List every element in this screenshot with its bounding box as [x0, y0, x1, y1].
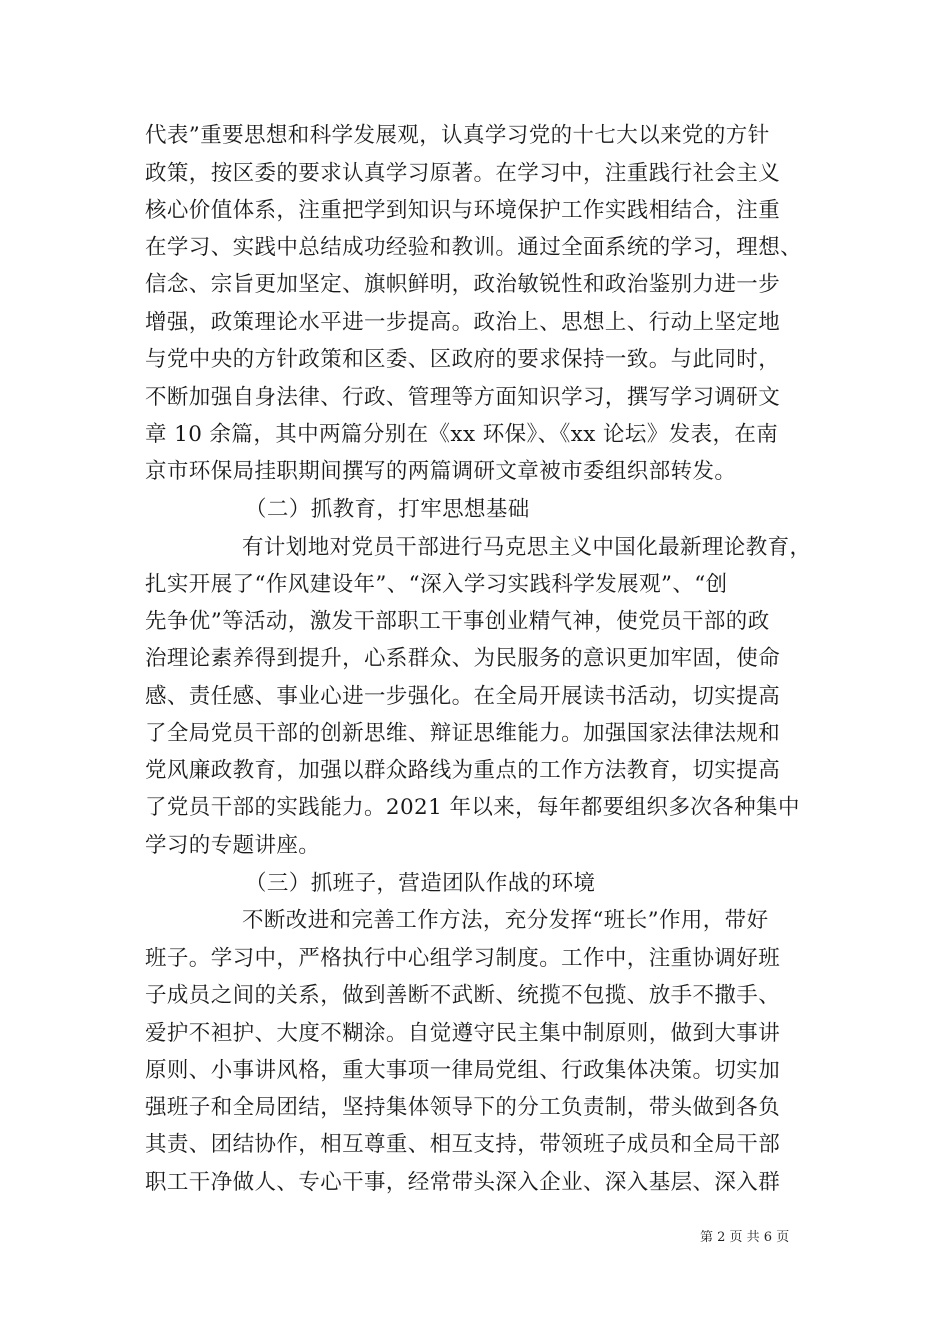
body-line: 其责、团结协作，相互尊重、相互支持，带领班子成员和全局干部: [145, 1132, 781, 1157]
body-line: 治理论素养得到提升，心系群众、为民服务的意识更加牢固，使命: [145, 646, 781, 671]
body-line: 了党员干部的实践能力。2021 年以来，每年都要组织多次各种集中: [145, 795, 800, 820]
body-line: 扎实开展了“作风建设年”、“深入学习实践科学发展观”、“创: [145, 572, 728, 597]
body-line: 不断加强自身法律、行政、管理等方面知识学习，撰写学习调研文: [145, 385, 781, 410]
body-line: 了全局党员干部的创新思维、辩证思维能力。加强国家法律法规和: [145, 721, 781, 746]
body-line: 与党中央的方针政策和区委、区政府的要求保持一致。与此同时，: [145, 347, 781, 372]
body-line: 子成员之间的关系，做到善断不武断、统揽不包揽、放手不撒手、: [145, 983, 781, 1008]
body-line: 章 10 余篇，其中两篇分别在《xx 环保》、《xx 论坛》发表，在南: [145, 422, 779, 447]
body-line: 爱护不袒护、大度不糊涂。自觉遵守民主集中制原则，做到大事讲: [145, 1021, 781, 1046]
page-number-footer: 第 2 页 共 6 页: [700, 1230, 790, 1245]
body-line: 职工干净做人、专心干事，经常带头深入企业、深入基层、深入群: [145, 1170, 781, 1195]
body-line: 感、责任感、事业心进一步强化。在全局开展读书活动，切实提高: [145, 684, 781, 709]
section-heading: （二）抓教育，打牢思想基础: [245, 497, 530, 522]
body-line: 学习的专题讲座。: [145, 833, 321, 858]
body-line: 政策，按区委的要求认真学习原著。在学习中，注重践行社会主义: [145, 161, 781, 186]
body-line: 先争优”等活动，激发干部职工干事创业精气神，使党员干部的政: [145, 609, 770, 634]
paragraph-first-line: 不断改进和完善工作方法，充分发挥“班长”作用，带好: [242, 908, 769, 933]
body-line: 信念、宗旨更加坚定、旗帜鲜明，政治敏锐性和政治鉴别力进一步: [145, 272, 781, 297]
body-line: 京市环保局挂职期间撰写的两篇调研文章被市委组织部转发。: [145, 459, 737, 484]
body-line: 在学习、实践中总结成功经验和教训。通过全面系统的学习，理想、: [145, 235, 803, 260]
body-line: 核心价值体系，注重把学到知识与环境保护工作实践相结合，注重: [145, 198, 781, 223]
body-line: 强班子和全局团结，坚持集体领导下的分工负责制，带头做到各负: [145, 1095, 781, 1120]
body-line: 班子。学习中，严格执行中心组学习制度。工作中，注重协调好班: [145, 946, 781, 971]
section-heading: （三）抓班子，营造团队作战的环境: [245, 871, 596, 896]
body-line: 代表”重要思想和科学发展观，认真学习党的十七大以来党的方针: [145, 123, 770, 148]
body-line: 原则、小事讲风格，重大事项一律局党组、行政集体决策。切实加: [145, 1058, 781, 1083]
body-line: 党风廉政教育，加强以群众路线为重点的工作方法教育，切实提高: [145, 758, 781, 783]
body-line: 增强，政策理论水平进一步提高。政治上、思想上、行动上坚定地: [145, 310, 781, 335]
paragraph-first-line: 有计划地对党员干部进行马克思主义中国化最新理论教育，: [242, 535, 812, 560]
